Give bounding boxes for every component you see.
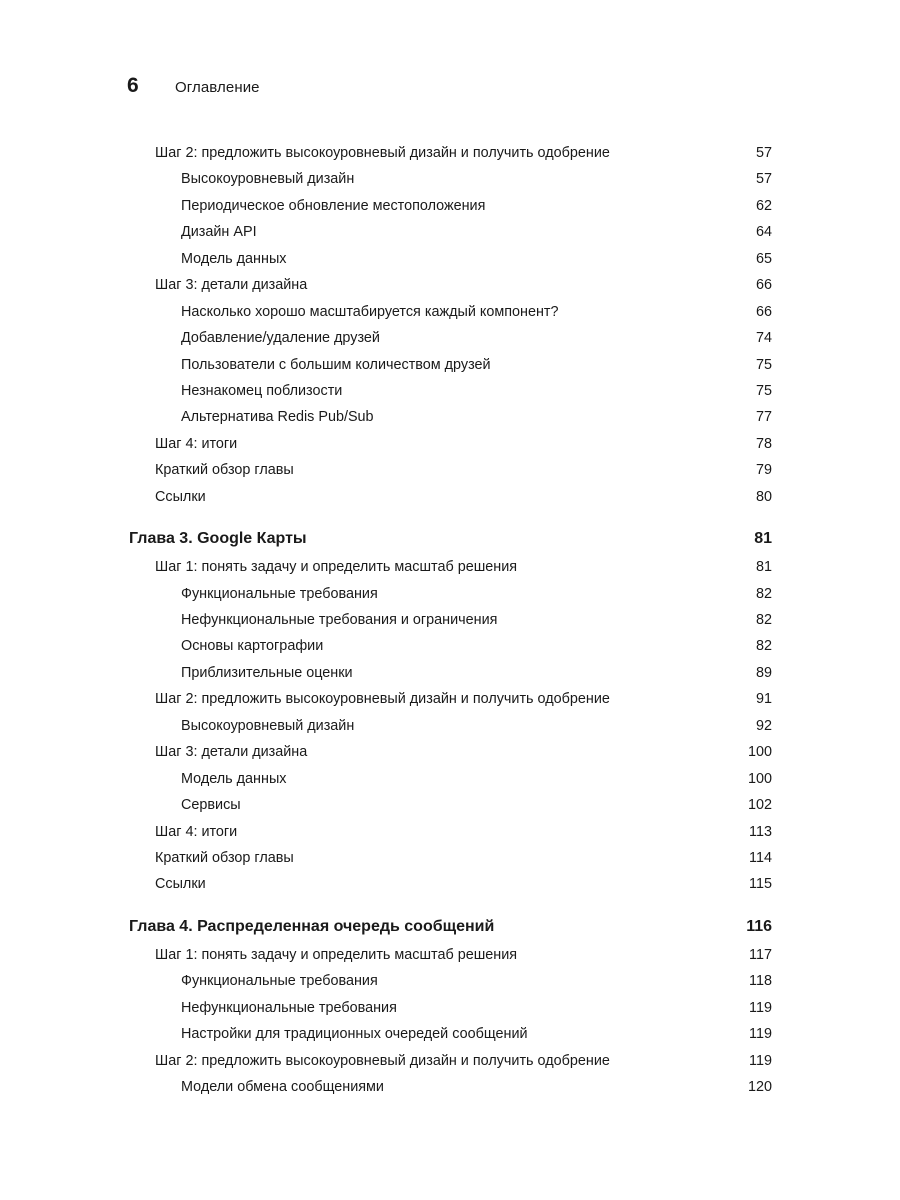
dot-leader (386, 1090, 746, 1091)
dot-leader (561, 315, 754, 316)
toc-entry-title: Добавление/удаление друзей (181, 330, 380, 347)
toc-subsection-entry (0, 299, 772, 325)
section-gap (0, 898, 900, 912)
toc-entry-page: 75 (755, 382, 772, 399)
toc-entry-title: Нефункциональные требования (181, 999, 397, 1016)
toc-subsection-entry (0, 378, 772, 404)
toc-entry-page: 118 (749, 973, 772, 990)
toc-section-entry (0, 1048, 772, 1074)
toc-entry-title: Функциональные требования (181, 973, 378, 990)
dot-leader (309, 288, 754, 289)
dot-leader (259, 235, 754, 236)
dot-leader (499, 623, 754, 624)
toc-entry-page: 91 (755, 691, 772, 708)
dot-leader (296, 861, 747, 862)
dot-leader (208, 887, 747, 888)
toc-entry-title: Ссылки (155, 876, 206, 893)
toc-subsection-entry (0, 660, 772, 686)
dot-leader (325, 649, 754, 650)
toc-entry-page: 114 (749, 849, 772, 866)
toc-entry-title: Функциональные требования (181, 585, 378, 602)
toc-entry-title: Приблизительные оценки (181, 664, 353, 681)
toc-entry-title: Шаг 2: предложить высокоуровневый дизайн и получить одобрение (155, 691, 610, 708)
toc-subsection-entry (0, 713, 772, 739)
dot-leader (519, 570, 754, 571)
toc-entry-page: 81 (754, 530, 772, 548)
toc-entry-title: Шаг 4: итоги (155, 435, 238, 452)
toc-entry-title: Высокоуровневый дизайн (181, 717, 355, 734)
dot-leader (380, 984, 747, 985)
section-gap (0, 510, 900, 524)
toc-entry-title: Шаг 2: предложить высокоуровневый дизайн и получить одобрение (155, 1052, 610, 1069)
toc-entry-title: Глава 3. Google Карты (129, 530, 307, 548)
toc-section-entry (0, 431, 772, 457)
dot-leader (208, 500, 754, 501)
toc-entry-page: 64 (755, 224, 772, 241)
toc-entry-title: Настройки для традиционных очередей сообщений (181, 1026, 528, 1043)
toc-entry-title: Шаг 3: детали дизайна (155, 744, 308, 761)
dot-leader (355, 676, 754, 677)
toc-entry-title: Высокоуровневый дизайн (181, 171, 355, 188)
toc-entry-page: 119 (749, 1052, 772, 1069)
toc-entry-page: 82 (755, 638, 772, 655)
toc-section-entry (0, 845, 772, 871)
toc-entry-page: 92 (755, 717, 772, 734)
dot-leader (519, 958, 747, 959)
toc-entry-title: Модели обмена сообщениями (181, 1079, 384, 1095)
dot-leader (530, 1037, 748, 1038)
dot-leader (612, 1064, 747, 1065)
toc-entry-title: Ссылки (155, 488, 206, 505)
toc-subsection-entry (0, 1021, 772, 1047)
dot-leader (309, 755, 746, 756)
toc-subsection-entry (0, 166, 772, 192)
toc-entry-title: Глава 4. Распределенная очередь сообщений (129, 917, 495, 935)
toc-entry-title: Нефункциональные требования и ограничения (181, 612, 498, 628)
toc-entry-page: 74 (755, 330, 772, 347)
toc-section-entry (0, 140, 772, 166)
toc-entry-page: 57 (755, 145, 772, 161)
toc-entry-page: 77 (755, 409, 772, 426)
dot-leader (493, 368, 754, 369)
toc-subsection-entry (0, 246, 772, 272)
toc-chapter-entry (0, 524, 772, 554)
dot-leader (356, 182, 754, 183)
toc-entry-page: 66 (755, 303, 772, 320)
toc-entry-page: 100 (747, 770, 772, 787)
toc-subsection-entry (0, 633, 772, 659)
dot-leader (380, 597, 754, 598)
toc-entry-title: Дизайн API (181, 224, 257, 241)
toc-entry-title: Шаг 2: предложить высокоуровневый дизайн и получить одобрение (155, 145, 610, 161)
toc-entry-page: 81 (755, 559, 772, 576)
page-header (127, 74, 260, 104)
toc-entry-page: 57 (755, 171, 772, 188)
toc-subsection-entry (0, 581, 772, 607)
toc-entry-page: 65 (755, 250, 772, 267)
toc-entry-title: Основы картографии (181, 638, 324, 655)
toc-entry-title: Насколько хорошо масштабируется каждый компонент? (181, 303, 559, 320)
dot-leader (239, 835, 747, 836)
dot-leader (612, 156, 754, 157)
dot-leader (487, 209, 754, 210)
toc-subsection-entry (0, 325, 772, 351)
toc-entry-page: 75 (755, 356, 772, 373)
toc-entry-page: 79 (755, 462, 772, 479)
toc-entry-title: Краткий обзор главы (155, 849, 294, 866)
toc-entry-page: 80 (755, 488, 772, 505)
dot-leader (399, 1011, 747, 1012)
toc-entry-title: Пользователи с большим количеством друзей (181, 356, 491, 373)
dot-leader (296, 473, 754, 474)
dot-leader (356, 729, 754, 730)
toc-subsection-entry (0, 995, 772, 1021)
dot-leader (239, 447, 754, 448)
dot-leader (344, 394, 754, 395)
table-of-contents (0, 140, 900, 1100)
toc-entry-title: Модель данных (181, 250, 287, 267)
toc-subsection-entry (0, 193, 772, 219)
page-number: 6 (127, 74, 139, 97)
toc-subsection-entry (0, 792, 772, 818)
toc-entry-title: Сервисы (181, 797, 241, 814)
running-title: Оглавление (175, 79, 260, 96)
toc-entry-page: 113 (749, 823, 772, 840)
toc-entry-page: 119 (749, 1026, 772, 1043)
toc-subsection-entry (0, 766, 772, 792)
toc-entry-title: Шаг 4: итоги (155, 823, 238, 840)
toc-section-entry (0, 554, 772, 580)
toc-chapter-entry (0, 912, 772, 942)
toc-entry-title: Альтернатива Redis Pub/Sub (181, 409, 374, 426)
toc-section-entry (0, 457, 772, 483)
toc-subsection-entry (0, 352, 772, 378)
toc-subsection-entry (0, 607, 772, 633)
dot-leader (288, 782, 746, 783)
dot-leader (612, 702, 754, 703)
toc-entry-title: Шаг 1: понять задачу и определить масштаб решения (155, 559, 518, 576)
toc-entry-page: 119 (749, 999, 772, 1016)
toc-subsection-entry (0, 219, 772, 245)
toc-entry-title: Краткий обзор главы (155, 462, 294, 479)
toc-entry-page: 116 (746, 917, 772, 935)
toc-entry-title: Незнакомец поблизости (181, 382, 343, 399)
toc-entry-page: 117 (749, 946, 772, 963)
toc-section-entry (0, 686, 772, 712)
toc-entry-page: 89 (755, 664, 772, 681)
dot-leader (496, 930, 744, 931)
toc-entry-title: Шаг 1: понять задачу и определить масштаб решения (155, 946, 518, 963)
toc-entry-page: 120 (747, 1079, 772, 1095)
toc-section-entry (0, 739, 772, 765)
toc-section-entry (0, 272, 772, 298)
toc-entry-title: Шаг 3: детали дизайна (155, 277, 308, 294)
toc-section-entry (0, 484, 772, 510)
toc-section-entry (0, 819, 772, 845)
dot-leader (376, 420, 754, 421)
toc-entry-title: Периодическое обновление местоположения (181, 197, 486, 214)
toc-entry-page: 82 (755, 585, 772, 602)
toc-subsection-entry (0, 1074, 772, 1100)
dot-leader (382, 341, 754, 342)
dot-leader (309, 542, 753, 543)
toc-entry-page: 115 (749, 876, 772, 893)
toc-entry-page: 82 (755, 612, 772, 628)
toc-entry-page: 102 (747, 797, 772, 814)
toc-subsection-entry (0, 404, 772, 430)
toc-section-entry (0, 942, 772, 968)
toc-entry-page: 78 (755, 435, 772, 452)
dot-leader (243, 808, 746, 809)
toc-section-entry (0, 871, 772, 897)
dot-leader (288, 262, 754, 263)
toc-entry-page: 66 (755, 277, 772, 294)
toc-entry-page: 62 (755, 197, 772, 214)
toc-entry-page: 100 (747, 744, 772, 761)
toc-subsection-entry (0, 968, 772, 994)
toc-entry-title: Модель данных (181, 770, 287, 787)
